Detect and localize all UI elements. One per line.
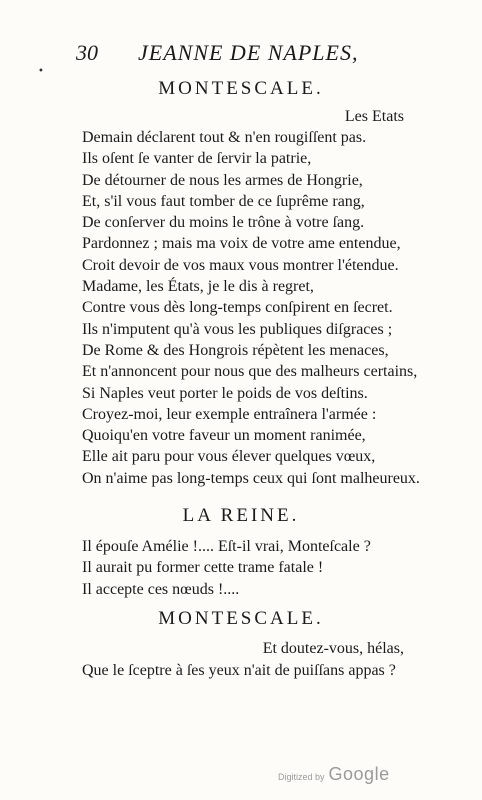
page-number: 30 [76, 40, 98, 65]
verse-line: Croit devoir de vos maux vous montrer l'étendue. [82, 256, 399, 274]
margin-dot: • [38, 66, 44, 77]
verse-line: Ils n'imputent qu'à vous les publiques diſgraces ; [82, 320, 393, 338]
verse-line: Elle ait paru pour vous élever quelques vœux, [82, 448, 376, 466]
verse-line: De détourner de nous les armes de Hongrie, [82, 171, 363, 189]
verse-line: Il accepte ces nœuds !.... [82, 580, 240, 598]
verse-line: De conſerver du moins le trône à votre ſang. [82, 214, 365, 232]
digitized-footer [278, 764, 390, 785]
verse-line: Pardonnez ; mais ma voix de votre ame entendue, [82, 235, 401, 253]
verse-line: Il épouſe Amélie !.... Eſt-il vrai, Monteſcale ? [82, 538, 371, 555]
verse-fragment-les-etats: Les Etats [344, 108, 404, 125]
verse-line: On n'aime pas long-temps ceux qui ſont malheureux. [82, 469, 420, 487]
verse-line: Que le ſceptre à ſes yeux n'ait de puiſſans appas ? [82, 662, 396, 679]
verse-block-3 [82, 662, 396, 683]
running-title: JEANNE DE NAPLES, [138, 40, 359, 65]
verse-line: Quoiqu'en votre faveur un moment ranimée, [82, 427, 366, 445]
verse-fragment-doutez: Et doutez-vous, hélas, [262, 640, 404, 657]
verse-line: Et n'annoncent pour nous que des malheurs certains, [82, 363, 418, 381]
google-logo: Google [328, 764, 390, 784]
verse-block-2 [82, 538, 371, 602]
speaker-montescale-1: MONTESCALE. [158, 78, 324, 99]
verse-line: Ils oſent ſe vanter de ſervir la patrie, [82, 150, 312, 168]
verse-line: Contre vous dès long-temps conſpirent en ſecret. [82, 299, 393, 317]
verse-line: Et, s'il vous faut tomber de ce ſuprême rang, [82, 192, 365, 210]
speaker-montescale-2: MONTESCALE. [158, 608, 324, 629]
verse-line: De Rome & des Hongrois répètent les menaces, [82, 341, 389, 359]
verse-line: Il aurait pu former cette trame fatale ! [82, 559, 324, 577]
verse-block-1 [82, 129, 420, 491]
verse-line: Madame, les États, je le dis à regret, [82, 278, 314, 296]
verse-line: Demain déclarent tout & n'en rougiſſent pas. [82, 129, 367, 146]
verse-line: Croyez-moi, leur exemple entraînera l'armée : [82, 405, 377, 423]
speaker-la-reine: LA REINE. [182, 505, 300, 526]
verse-line: Si Naples veut porter le poids de vos deſtins. [82, 384, 368, 402]
digitized-by-label: Digitized by [278, 772, 325, 782]
